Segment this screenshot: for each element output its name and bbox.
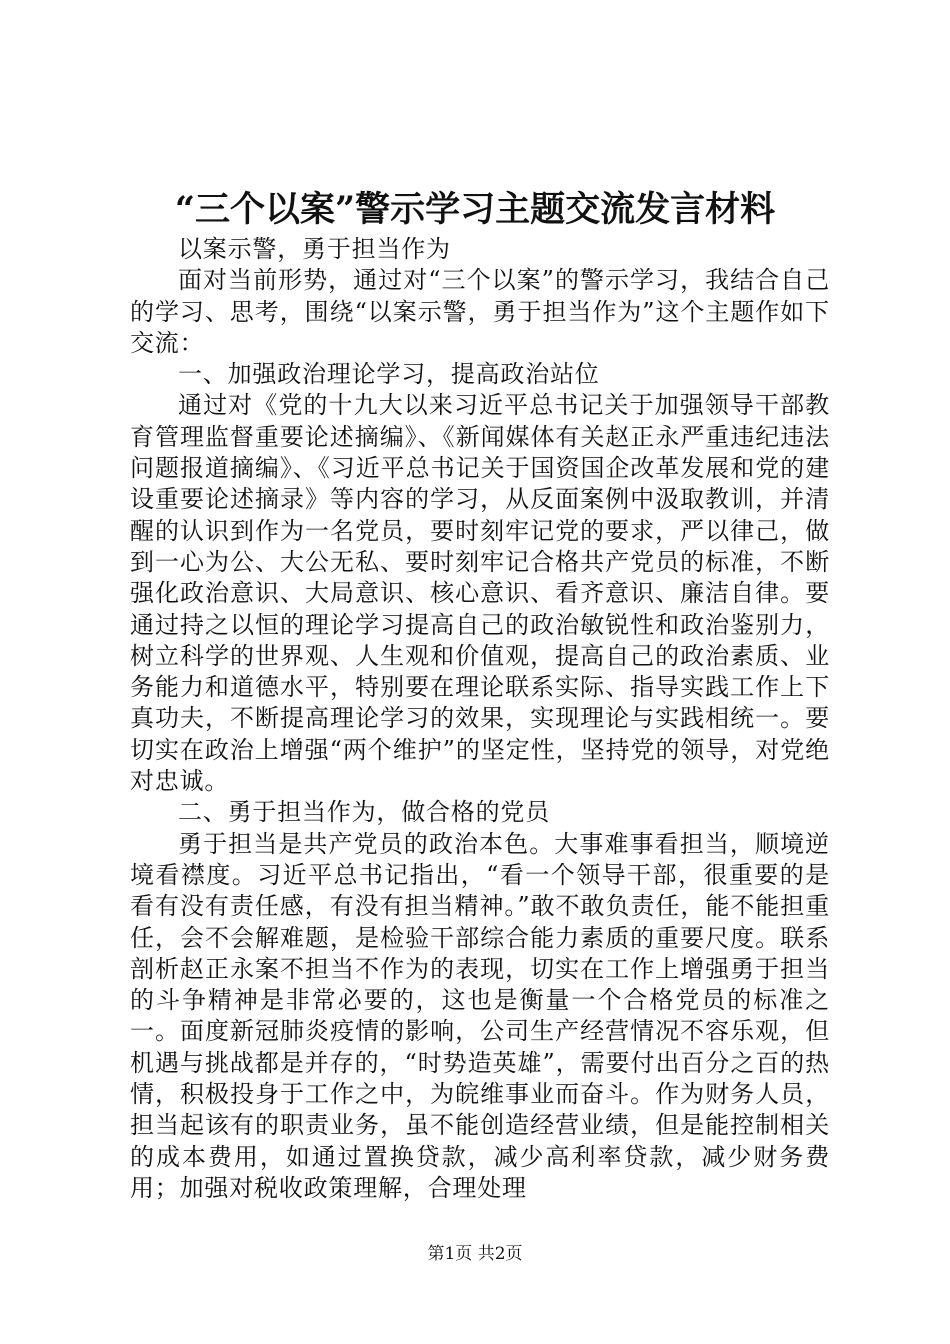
body-paragraph: 通过对《党的十九大以来习近平总书记关于加强领导干部教育管理监督重要论述摘编》、《新闻媒体有关赵正永严重违纪违法问题报道摘编》、《习近平总书记关于国资国企改革发展和党的建设重要论述摘录》等内容的学习，从反面案例中汲取教训，并清醒的认识到作为一名党员，要时刻牢记党的要求，严以律己，做到一心为公、大公无私、要时刻牢记合格共产党员的标准，不断强化政治意识、大局意识、核心意识、看齐意识、廉洁自律。要通过持之以恒的理论学习提高自己的政治敏锐性和政治鉴别力，树立科学的世界观、人生观和价值观，提高自己的政治素质、业务能力和道德水平，特别要在理论联系实际、指导实践工作上下真功夫，不断提高理论学习的效果，实现理论与实践相统一。要切实在政治上增强“两个维护”的坚定性，坚持党的领导，对党绝对忠诚。	[130, 391, 830, 796]
body-paragraph: 面对当前形势，通过对“三个以案”的警示学习，我结合自己的学习、思考，围绕“以案示警，勇于担当作为”这个主题作如下交流：	[130, 266, 830, 357]
section-heading: 一、加强政治理论学习，提高政治站位	[178, 360, 600, 389]
document-body	[130, 234, 830, 1204]
body-paragraph: 以案示警，勇于担当作为	[178, 235, 451, 263]
document-title: “三个以案”警示学习主题交流发言材料	[174, 189, 776, 230]
page-number-footer: 第1页 共2页	[427, 1244, 523, 1264]
body-paragraph: 勇于担当是共产党员的政治本色。大事难事看担当，顺境逆境看襟度。习近平总书记指出，“看一个领导干部，很重要的是看有没有责任感，有没有担当精神。”敢不敢负责任，能不能担重任，会不会解难题，是检验干部综合能力素质的重要尺度。联系剖析赵正永案不担当不作为的表现，切实在工作上增强勇于担当的斗争精神是非常必要的，这也是衡量一个合格党员的标准之一。面度新冠肺炎疫情的影响，公司生产经营情况不容乐观，但机遇与挑战都是并存的，“时势造英雄”，需要付出百分之百的热情，积极投身于工作之中，为皖维事业而奋斗。作为财务人员，担当起该有的职责业务，虽不能创造经营业绩，但是能控制相关的成本费用，如通过置换贷款，减少高利率贷款，减少财务费用；加强对税收政策理解，合理处理	[130, 829, 830, 1202]
section-heading: 二、勇于担当作为，做合格的党员	[178, 798, 550, 827]
